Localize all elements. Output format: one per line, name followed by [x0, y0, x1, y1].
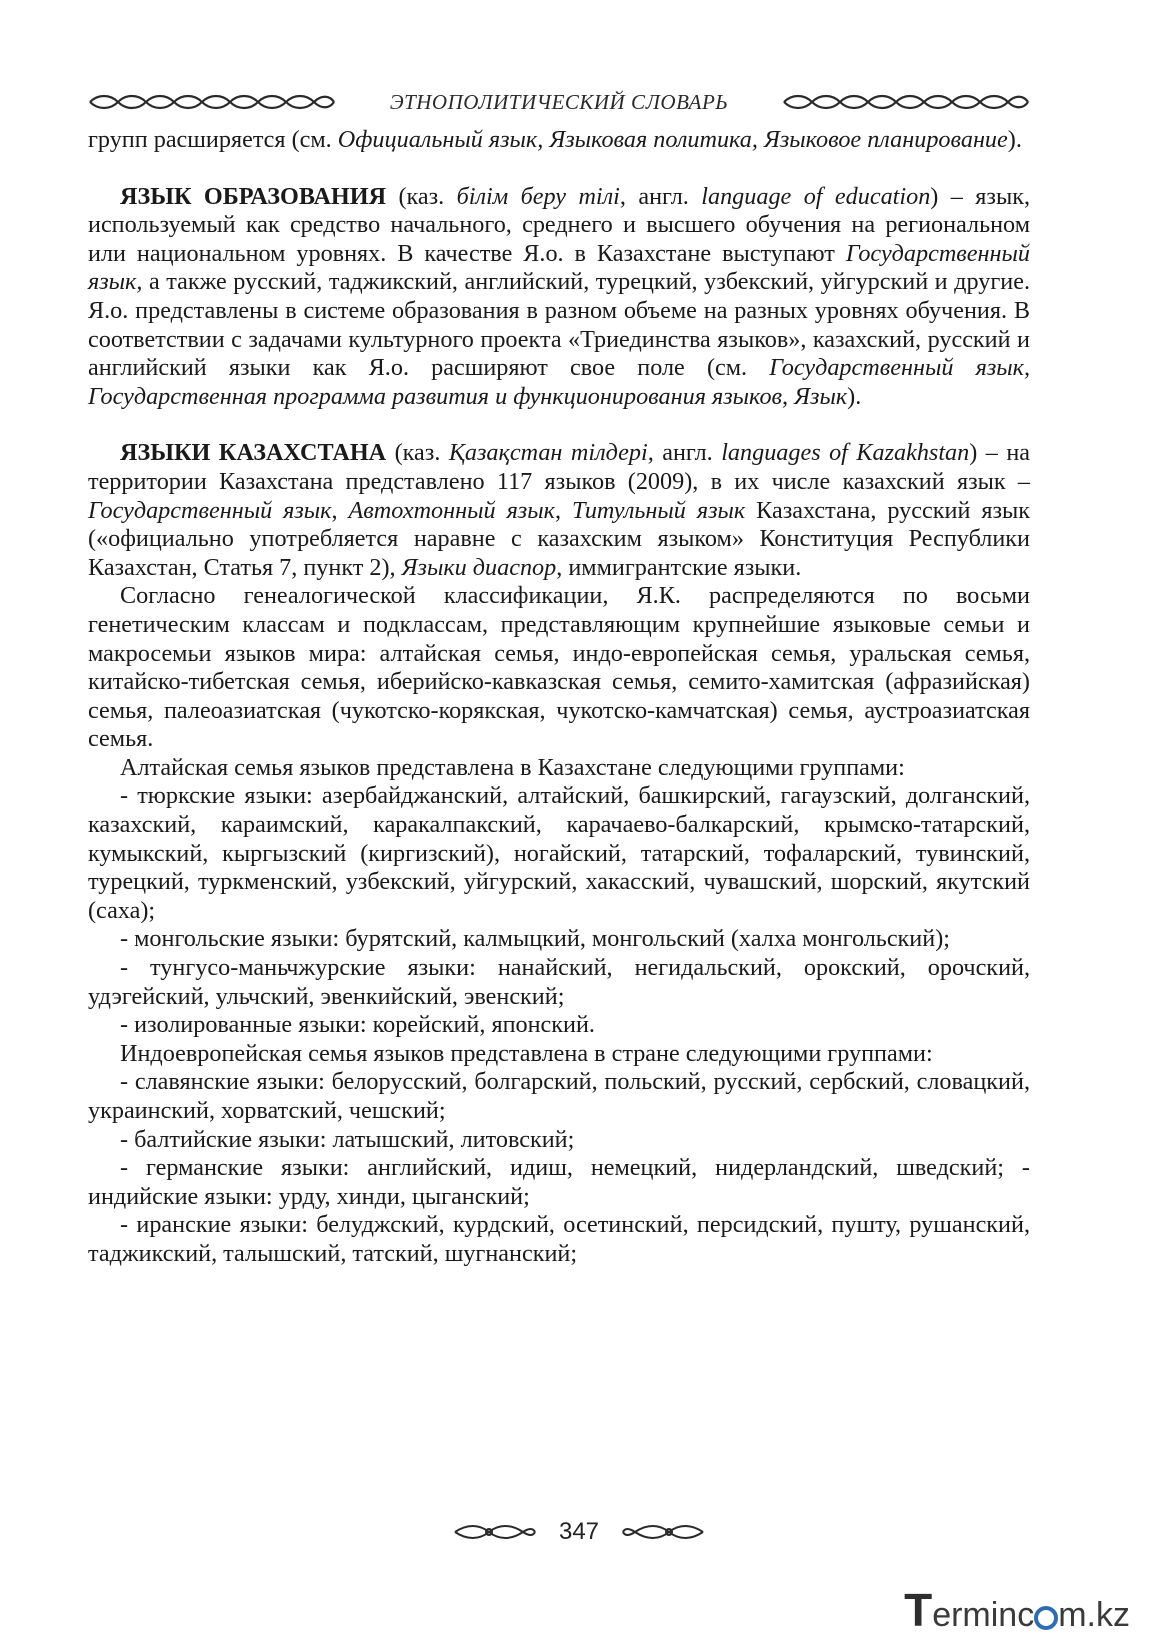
italic-text: Титульный язык — [571, 496, 746, 524]
running-header — [88, 88, 1030, 116]
ornament-left-icon — [88, 92, 336, 112]
list-item-isolates: - изолированные языки: корейский, японский. — [120, 1011, 595, 1039]
italic-text: Государственный язык, Государственная программа развития и функционирования языков, Язык — [88, 354, 1030, 410]
paragraph-altaic-family: Алтайская семья языков представлена в Казахстане следующими группами: — [120, 753, 905, 781]
entry-headword: ЯЗЫКИ КАЗАХСТАНА — [120, 439, 387, 467]
italic-text: Государственный язык, — [88, 239, 1030, 296]
paragraph-indo-european-family: Индоевропейская семья языков представлена в стране следующими группами: — [120, 1039, 933, 1067]
text-run: (каз. — [386, 182, 457, 210]
text-run: , иммигрантские языки. — [556, 553, 802, 581]
list-item-turkic: - тюркские языки: азербайджанский, алтайский, башкирский, гагаузский, долганский, казахский, караимский, каракалпакский, карачаево-балкарский, крымско-татарский, кумыкский, кыргызский (киргизский), ногайский, татарский, тофаларский, тувинский, турецкий, туркменский, узбекский, уйгурский, хакасский, чувашский, шорский, якутский (саха); — [88, 782, 1030, 924]
text-run: групп расширяется (см. — [88, 126, 338, 153]
page-footer — [0, 1515, 1158, 1549]
paragraph-continuation — [88, 126, 1030, 155]
ornament-right-icon — [782, 92, 1030, 112]
italic-text: language of education — [701, 182, 931, 210]
paragraph-classification: Согласно генеалогической классификации, Я.К. распределяются по восьми генетическим классам и подклассам, представляющим крупнейшие языковые семьи и макросемьи языков мира: алтайская семья, индо-европейская семья, уральская семья, китайско-тибетская семья, иберийско-кавказская семья, семито-хамитская (афразийская) семья, палеоазиатская (чукотско-корякская, чукотско-камчатская) семья, аустроазиатская семья. — [88, 582, 1030, 753]
text-run: а также русский, таджикский, английский, турецкий, узбекский, уйгурский и другие. Я.о. представлены в системе образования в разном объеме на разных уровнях обучения. В соответствии с задачами культурного проекта «Триединства языков», казахский, русский и английский языки как Я.о. расширяют свое поле (см. — [88, 268, 1030, 382]
text-run: ). — [1007, 126, 1022, 153]
italic-text: білім беру тілі — [456, 182, 620, 210]
main-text — [88, 126, 1030, 1269]
text-run: (каз. — [386, 439, 449, 467]
text-run: ). — [847, 382, 862, 410]
page-number: 347 — [558, 1518, 600, 1545]
list-item-tungusic: - тунгусо-маньчжурские языки: нанайский, негидальский, орокский, орочский, удэгейский, ульчский, эвенкийский, эвенский; — [88, 954, 1030, 1010]
watermark-logo — [904, 1583, 1130, 1637]
italic-text: Қазақстан тілдері, — [448, 439, 654, 467]
running-header-title: ЭТНОПОЛИТИЧЕСКИЙ СЛОВАРЬ — [389, 89, 729, 114]
list-item-germanic-indic: - германские языки: английский, идиш, немецкий, нидерландский, шведский; - индийские языки: урду, хинди, цыганский; — [88, 1154, 1030, 1210]
italic-text: languages of Kazakhstan — [721, 439, 970, 467]
list-item-baltic: - балтийские языки: латышский, литовский; — [120, 1125, 575, 1153]
entry-headword: ЯЗЫК ОБРАЗОВАНИЯ — [120, 182, 387, 210]
watermark-o-circle-icon — [1034, 1606, 1058, 1630]
text-run: , англ. — [619, 182, 702, 210]
list-item-slavic: - славянские языки: белорусский, болгарский, польский, русский, сербский, словацкий, украинский, хорватский, чешский; — [88, 1068, 1030, 1124]
text-run: ) – на территории Казахстана представлено 117 языков (2009), в их числе казахский язык – — [88, 439, 1031, 495]
entry-languages-of-kazakhstan — [88, 439, 1030, 582]
watermark-text-mid: erminc — [932, 1596, 1035, 1634]
list-item-mongolic: - монгольские языки: бурятский, калмыцкий, монгольский (халха монгольский); — [120, 925, 950, 953]
italic-text: Автохтонный язык — [348, 496, 555, 524]
italic-text: Официальный язык, Языковая политика, Языковое планирование — [337, 126, 1008, 153]
watermark-text-end: m.kz — [1058, 1596, 1130, 1634]
list-item-iranian: - иранские языки: белуджский, курдский, осетинский, персидский, пушту, рушанский, таджикский, талышский, татский, шугнанский; — [88, 1211, 1030, 1267]
entry-language-of-education — [88, 183, 1030, 412]
italic-text: Языки диаспор — [401, 553, 557, 581]
flourish-right-icon — [621, 1521, 705, 1543]
flourish-left-icon — [453, 1521, 537, 1543]
watermark-letter-t: T — [904, 1584, 933, 1636]
text-run: ) – язык, используемый как средство начального, среднего и высшего обучения на региональном или национальном уровнях. В качестве Я.о. в Казахстане выступают — [88, 182, 1030, 267]
text-run: , — [554, 496, 572, 524]
text-run: Казахстана, русский язык («официально употребляется наравне с казахским языком» Конституция Республики Казахстан, Статья 7, пункт 2), — [88, 496, 1031, 581]
text-run: , — [331, 496, 349, 524]
text-run: англ. — [653, 439, 722, 467]
italic-text: Государственный язык — [88, 496, 332, 524]
